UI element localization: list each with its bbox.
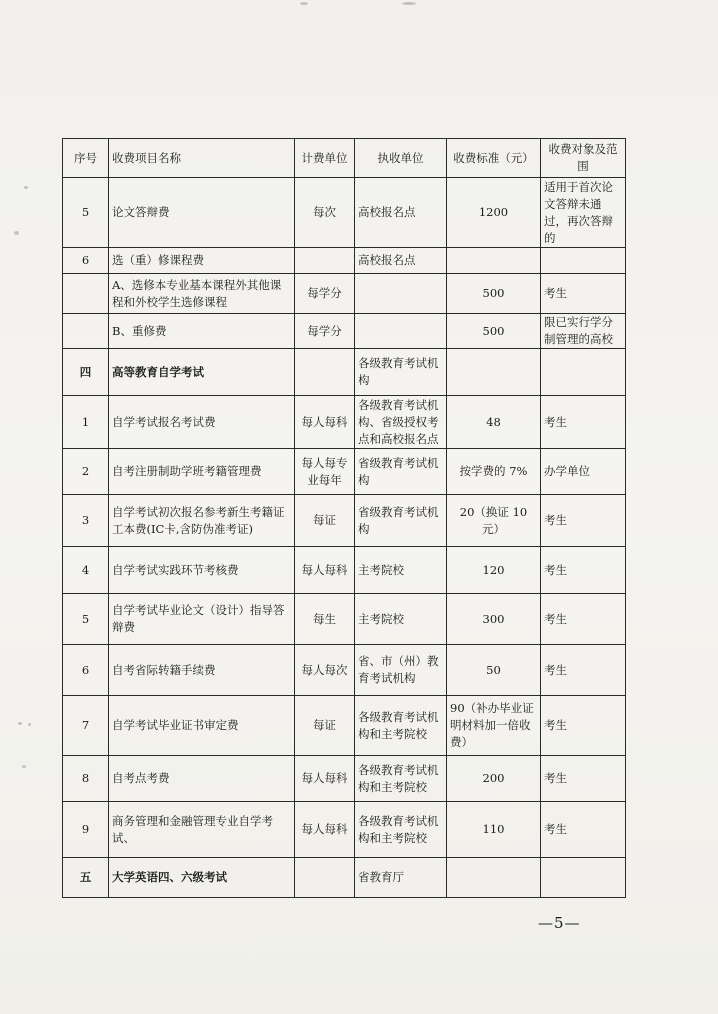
cell-collector: 各级教育考试机构、省级授权考点和高校报名点: [355, 396, 447, 449]
cell-seq: 四: [63, 349, 109, 396]
cell-unit: 每人每科: [295, 547, 355, 594]
table-row: [63, 802, 626, 858]
fee-table: [62, 138, 626, 898]
table-row: [63, 696, 626, 756]
cell-unit: 每生: [295, 594, 355, 645]
cell-standard: 20（换证 10 元）: [447, 495, 541, 547]
scan-speck: [18, 722, 22, 725]
cell-collector: [355, 274, 447, 314]
cell-target: 考生: [541, 696, 626, 756]
cell-target: 考生: [541, 594, 626, 645]
table-row: [63, 594, 626, 645]
cell-target: 限已实行学分制管理的高校: [541, 314, 626, 349]
cell-collector: 主考院校: [355, 594, 447, 645]
cell-name: 自学考试实践环节考核费: [109, 547, 295, 594]
cell-name: 自考点考费: [109, 756, 295, 802]
cell-unit: 每人每次: [295, 645, 355, 696]
cell-collector: 主考院校: [355, 547, 447, 594]
cell-collector: 各级教育考试机构: [355, 349, 447, 396]
cell-collector: 高校报名点: [355, 178, 447, 248]
cell-unit: 每人每科: [295, 756, 355, 802]
cell-collector: 省教育厅: [355, 858, 447, 898]
section-row: [63, 349, 626, 396]
table-row: [63, 396, 626, 449]
cell-unit: 每人每科: [295, 802, 355, 858]
cell-name: 选（重）修课程费: [109, 248, 295, 274]
cell-unit: 每证: [295, 495, 355, 547]
cell-standard: [447, 248, 541, 274]
table-row: [63, 178, 626, 248]
cell-name: B、重修费: [109, 314, 295, 349]
cell-name: 自学考试毕业证书审定费: [109, 696, 295, 756]
cell-standard: 48: [447, 396, 541, 449]
cell-collector: 省级教育考试机构: [355, 495, 447, 547]
cell-collector: 各级教育考试机构和主考院校: [355, 756, 447, 802]
scan-speck: [402, 2, 416, 5]
cell-collector: 高校报名点: [355, 248, 447, 274]
scan-speck: [14, 231, 19, 235]
cell-unit: [295, 858, 355, 898]
cell-seq: 8: [63, 756, 109, 802]
header-collector: 执收单位: [355, 139, 447, 178]
cell-standard: 90（补办毕业证明材料加一倍收费）: [447, 696, 541, 756]
cell-standard: 按学费的 7%: [447, 449, 541, 495]
table-row: [63, 547, 626, 594]
cell-target: 考生: [541, 396, 626, 449]
cell-target: [541, 248, 626, 274]
table-header-row: [63, 139, 626, 178]
cell-seq: 2: [63, 449, 109, 495]
cell-name: 自学考试初次报名参考新生考籍证工本费(IC卡,含防伪准考证): [109, 495, 295, 547]
scan-speck: [300, 2, 308, 5]
cell-standard: 110: [447, 802, 541, 858]
cell-seq: 6: [63, 645, 109, 696]
cell-name: 自学考试报名考试费: [109, 396, 295, 449]
cell-name: 自考省际转籍手续费: [109, 645, 295, 696]
header-seq: 序号: [63, 139, 109, 178]
cell-target: 适用于首次论文答辩未通过，再次答辩的: [541, 178, 626, 248]
cell-unit: [295, 248, 355, 274]
cell-seq: 6: [63, 248, 109, 274]
cell-unit: 每学分: [295, 314, 355, 349]
cell-standard: 500: [447, 314, 541, 349]
table-row: [63, 248, 626, 274]
cell-name: 自考注册制助学班考籍管理费: [109, 449, 295, 495]
header-unit: 计费单位: [295, 139, 355, 178]
cell-standard: 300: [447, 594, 541, 645]
cell-unit: 每证: [295, 696, 355, 756]
cell-name: 大学英语四、六级考试: [109, 858, 295, 898]
table-row: [63, 756, 626, 802]
cell-unit: 每学分: [295, 274, 355, 314]
table-row: [63, 645, 626, 696]
cell-target: 考生: [541, 547, 626, 594]
cell-unit: 每人每科: [295, 396, 355, 449]
cell-target: [541, 858, 626, 898]
cell-seq: 9: [63, 802, 109, 858]
cell-name: 论文答辩费: [109, 178, 295, 248]
cell-seq: [63, 314, 109, 349]
cell-seq: 1: [63, 396, 109, 449]
cell-seq: 4: [63, 547, 109, 594]
scan-speck: [28, 723, 31, 726]
cell-collector: 各级教育考试机构和主考院校: [355, 802, 447, 858]
cell-collector: 省级教育考试机构: [355, 449, 447, 495]
table-row: [63, 274, 626, 314]
cell-seq: 3: [63, 495, 109, 547]
cell-name: A、选修本专业基本课程外其他课程和外校学生选修课程: [109, 274, 295, 314]
scan-speck: [22, 765, 26, 768]
cell-collector: 各级教育考试机构和主考院校: [355, 696, 447, 756]
cell-standard: 200: [447, 756, 541, 802]
cell-target: 办学单位: [541, 449, 626, 495]
table-row: [63, 495, 626, 547]
header-name: 收费项目名称: [109, 139, 295, 178]
cell-name: 高等教育自学考试: [109, 349, 295, 396]
cell-collector: 省、市（州）教育考试机构: [355, 645, 447, 696]
cell-name: 商务管理和金融管理专业自学考试、: [109, 802, 295, 858]
cell-target: 考生: [541, 802, 626, 858]
table-row: [63, 449, 626, 495]
cell-unit: [295, 349, 355, 396]
cell-seq: 5: [63, 178, 109, 248]
cell-standard: 1200: [447, 178, 541, 248]
cell-target: 考生: [541, 495, 626, 547]
cell-standard: [447, 858, 541, 898]
cell-seq: 五: [63, 858, 109, 898]
cell-collector: [355, 314, 447, 349]
cell-standard: 120: [447, 547, 541, 594]
scan-speck: [24, 186, 28, 189]
cell-unit: 每人每专业每年: [295, 449, 355, 495]
cell-seq: 7: [63, 696, 109, 756]
page-number: —5—: [538, 914, 581, 932]
cell-standard: 500: [447, 274, 541, 314]
cell-standard: 50: [447, 645, 541, 696]
cell-target: 考生: [541, 274, 626, 314]
header-standard: 收费标准（元）: [447, 139, 541, 178]
cell-name: 自学考试毕业论文（设计）指导答辩费: [109, 594, 295, 645]
cell-seq: 5: [63, 594, 109, 645]
table-row: [63, 314, 626, 349]
cell-target: 考生: [541, 645, 626, 696]
section-row: [63, 858, 626, 898]
cell-unit: 每次: [295, 178, 355, 248]
cell-target: 考生: [541, 756, 626, 802]
cell-seq: [63, 274, 109, 314]
cell-target: [541, 349, 626, 396]
cell-standard: [447, 349, 541, 396]
header-target: 收费对象及范围: [541, 139, 626, 178]
